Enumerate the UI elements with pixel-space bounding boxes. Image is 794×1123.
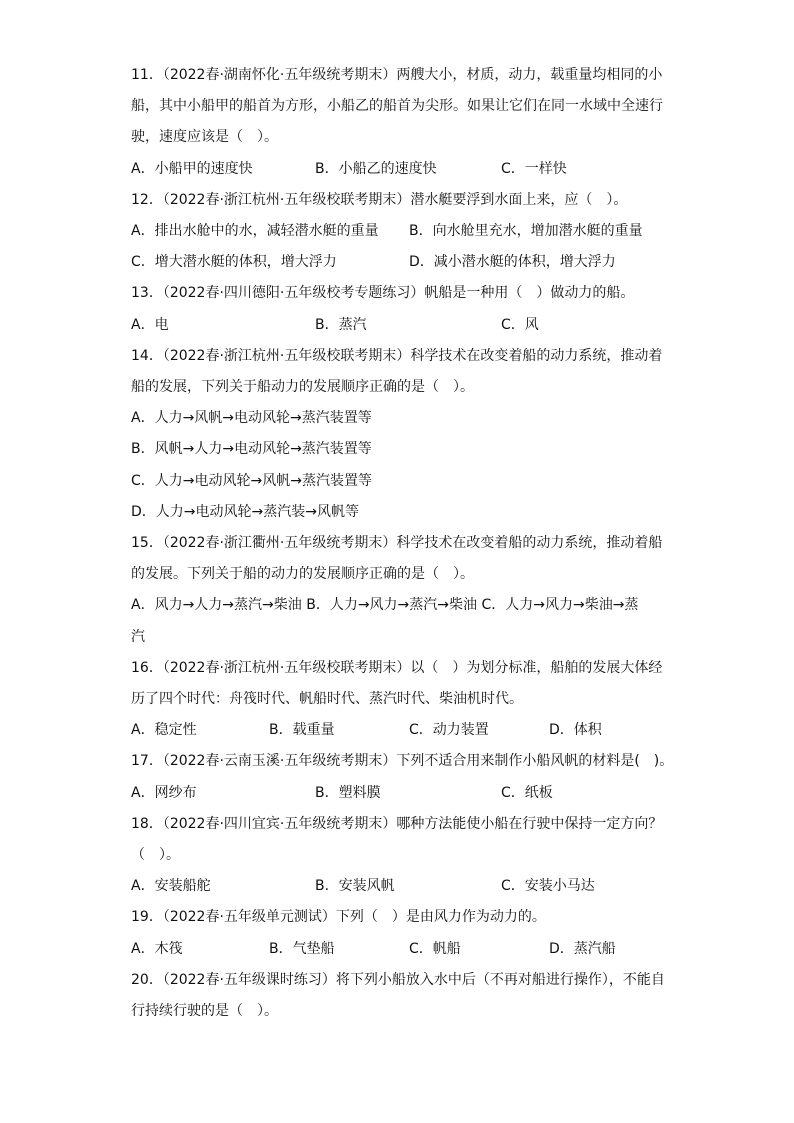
question-16 [131, 653, 671, 747]
question-stem-line: （ ）。 [131, 847, 180, 864]
answer-option[interactable]: C．风 [501, 316, 539, 333]
question-stem-line: 历了四个时代：舟筏时代、帆船时代、蒸汽时代、柴油机时代。 [131, 691, 523, 708]
option-row [131, 466, 671, 497]
question-17 [131, 746, 674, 808]
option-row [131, 715, 671, 746]
option-row [131, 871, 671, 902]
answer-option[interactable]: A．电 [131, 316, 169, 333]
question-12 [131, 185, 671, 279]
option-row [131, 434, 671, 465]
question-stem-line: 16．（2022春·浙江杭州·五年级校联考期末）以（ ）为划分标准，船舶的发展大体经 [131, 659, 663, 676]
option-row [131, 216, 671, 247]
option-row [131, 310, 671, 341]
question-stem-line: 船的发展，下列关于船动力的发展顺序正确的是（ ）。 [131, 379, 474, 396]
answer-option[interactable]: C．安装小马达 [501, 878, 595, 895]
answer-option[interactable]: D．减小潜水艇的体积，增大浮力 [409, 254, 616, 271]
answer-option[interactable]: B．向水舱里充水，增加潜水艇的重量 [409, 223, 643, 240]
question-stem-line: 14．（2022春·浙江杭州·五年级校联考期末）科学技术在改变着船的动力系统，推动着 [131, 347, 663, 364]
question-stem-line: 18．（2022春·四川宜宾·五年级统考期末）哪种方法能使小船在行驶中保持一定方向？ [131, 815, 663, 832]
option-row [131, 622, 671, 653]
answer-option[interactable]: C．人力→电动风轮→风帆→蒸汽装置等 [131, 472, 372, 489]
question-stem-line: 17．（2022春·云南玉溪·五年级统考期末）下列不适合用来制作小船风帆的材料是( )。 [131, 753, 674, 770]
question-20 [131, 965, 671, 1027]
answer-option[interactable]: C．增大潜水艇的体积，增大浮力 [131, 254, 337, 271]
answer-option[interactable]: A．安装船舵 [131, 878, 211, 895]
answer-option[interactable]: C．动力装置 [409, 722, 489, 739]
question-stem-line: 13．（2022春·四川德阳·五年级校考专题练习）帆船是一种用（ ）做动力的船。 [131, 285, 635, 302]
option-row [131, 934, 671, 965]
option-row [131, 590, 671, 621]
answer-option[interactable]: A．人力→风帆→电动风轮→蒸汽装置等 [131, 410, 372, 427]
answer-option[interactable]: A．木筏 [131, 940, 183, 957]
option-row [131, 497, 671, 528]
question-stem-line: 20．（2022春·五年级课时练习）将下列小船放入水中后（不再对船进行操作），不能自 [131, 971, 665, 988]
option-row [131, 778, 671, 809]
answer-option[interactable]: B．气垫船 [269, 940, 335, 957]
question-15 [131, 528, 671, 653]
question-stem-line: 船，其中小船甲的船首为方形，小船乙的船首为尖形。如果让它们在同一水域中全速行 [131, 98, 663, 115]
answer-option[interactable]: 汽 [131, 628, 145, 645]
answer-option[interactable]: D．蒸汽船 [549, 940, 616, 957]
answer-option[interactable]: B．载重量 [269, 722, 335, 739]
question-18 [131, 809, 671, 903]
answer-option[interactable]: D．体积 [549, 722, 602, 739]
question-13 [131, 278, 671, 340]
question-stem-line: 行持续行驶的是（ ）。 [131, 1003, 278, 1020]
answer-option[interactable]: C．纸板 [501, 784, 553, 801]
answer-option[interactable]: B．蒸汽 [315, 316, 367, 333]
answer-option[interactable]: C．一样快 [501, 160, 567, 177]
answer-option[interactable]: A．网纱布 [131, 784, 197, 801]
answer-option[interactable]: B．小船乙的速度快 [315, 160, 437, 177]
question-stem-line: 15．（2022春·浙江衢州·五年级统考期末）科学技术在改变着船的动力系统，推动着船 [131, 535, 663, 552]
option-row [131, 403, 671, 434]
question-stem-line: 11．（2022春·湖南怀化·五年级统考期末）两艘大小，材质，动力，载重量均相同的小 [131, 67, 663, 83]
answer-option[interactable]: D．人力→电动风轮→蒸汽装→风帆等 [131, 503, 359, 520]
question-stem-line: 19．（2022春·五年级单元测试）下列（ ）是由风力作为动力的。 [131, 909, 546, 926]
option-row [131, 247, 671, 278]
answer-option[interactable]: A．风力→人力→蒸汽→柴油 B．人力→风力→蒸汽→柴油 C．人力→风力→柴油→蒸 [131, 597, 639, 614]
answer-option[interactable]: A．排出水舱中的水，减轻潜水艇的重量 [131, 223, 379, 240]
answer-option[interactable]: A．小船甲的速度快 [131, 160, 253, 177]
question-19 [131, 902, 671, 964]
option-row [131, 154, 671, 185]
answer-option[interactable]: B．风帆→人力→电动风轮→蒸汽装置等 [131, 441, 372, 458]
question-stem-line: 驶，速度应该是（ ）。 [131, 129, 278, 146]
answer-option[interactable]: B．安装风帆 [315, 878, 395, 895]
answer-option[interactable]: C．帆船 [409, 940, 461, 957]
question-stem-line: 的发展。下列关于船的动力的发展顺序正确的是（ ）。 [131, 566, 474, 583]
question-list [131, 60, 674, 1027]
question-stem-line: 12．（2022春·浙江杭州·五年级校联考期末）潜水艇要浮到水面上来，应（ ）。 [131, 191, 628, 208]
answer-option[interactable]: B．塑料膜 [315, 784, 381, 801]
question-11 [131, 60, 671, 185]
question-14 [131, 341, 671, 528]
answer-option[interactable]: A．稳定性 [131, 722, 197, 739]
